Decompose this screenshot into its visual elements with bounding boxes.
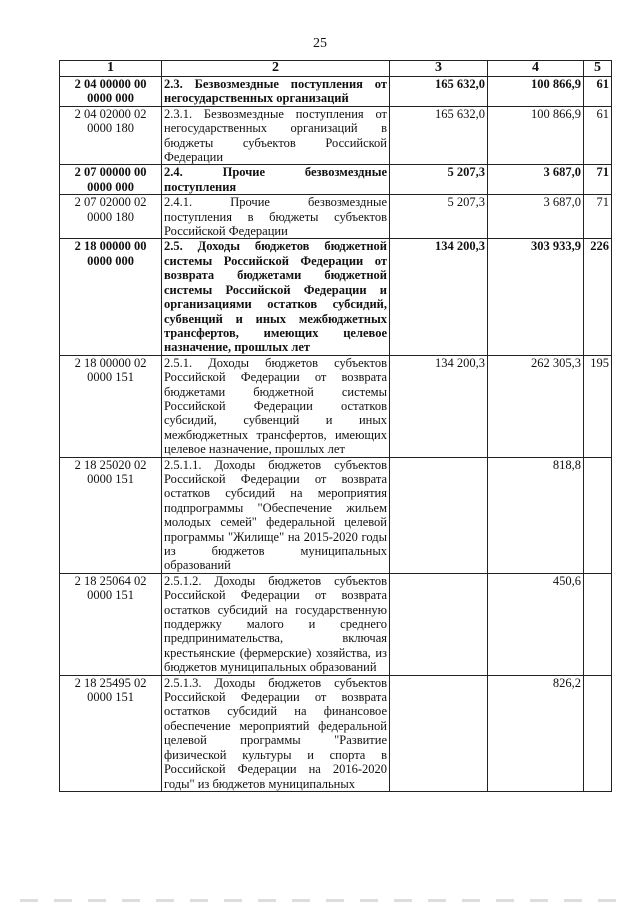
name-cell: 2.5.1. Доходы бюджетов субъектов Российской Федерации от возврата бюджетами бюджетной системы Российской Федерации остатков субсидий, субвенций и иных межбюджетных трансфертов, имеющих целевое назначение, прошлых лет [162,355,390,457]
value-col4-cell: 262 305,3 [488,355,584,457]
value-col4-cell: 3 687,0 [488,195,584,239]
value-col4-cell: 100 866,9 [488,106,584,165]
column-header: 1 [60,61,162,77]
code-cell: 2 04 00000 00 0000 000 [60,77,162,107]
code-cell: 2 18 00000 02 0000 151 [60,355,162,457]
name-cell: 2.3.1. Безвозмездные поступления от негосударственных организаций в бюджеты субъектов Российской Федерации [162,106,390,165]
code-cell: 2 18 25020 02 0000 151 [60,457,162,573]
table-row [60,355,612,457]
value-col5-cell: 226 [584,239,612,355]
code-cell: 2 18 00000 00 0000 000 [60,239,162,355]
value-col5-cell: 61 [584,77,612,107]
budget-table [59,60,612,792]
value-col3-cell: 134 200,3 [390,355,488,457]
value-col5-cell: 195 [584,355,612,457]
value-col3-cell: 134 200,3 [390,239,488,355]
value-col3-cell: 165 632,0 [390,77,488,107]
value-col3-cell [390,457,488,573]
name-cell: 2.5.1.1. Доходы бюджетов субъектов Российской Федерации от возврата остатков субсидий на мероприятия подпрограммы "Обеспечение жильем молодых семей" федеральной целевой программы "Жилище" на 2015-2020 годы из бюджетов муниципальных образований [162,457,390,573]
name-cell: 2.3. Безвозмездные поступления от негосударственных организаций [162,77,390,107]
value-col4-cell: 450,6 [488,573,584,675]
code-cell: 2 04 02000 02 0000 180 [60,106,162,165]
value-col4-cell: 3 687,0 [488,165,584,195]
value-col5-cell [584,573,612,675]
value-col3-cell [390,675,488,791]
column-header: 2 [162,61,390,77]
value-col4-cell: 818,8 [488,457,584,573]
name-cell: 2.4.1. Прочие безвозмездные поступления в бюджеты субъектов Российской Федерации [162,195,390,239]
table-row [60,77,612,107]
value-col5-cell [584,457,612,573]
code-cell: 2 18 25064 02 0000 151 [60,573,162,675]
table-row [60,106,612,165]
table-row [60,195,612,239]
code-cell: 2 18 25495 02 0000 151 [60,675,162,791]
value-col3-cell [390,573,488,675]
value-col5-cell: 71 [584,165,612,195]
code-cell: 2 07 00000 00 0000 000 [60,165,162,195]
value-col4-cell: 303 933,9 [488,239,584,355]
value-col3-cell: 5 207,3 [390,195,488,239]
name-cell: 2.5. Доходы бюджетов бюджетной системы Российской Федерации от возврата бюджетами бюджетной системы Российской Федерации и организациями остатков субсидий, субвенций и иных межбюджетных трансфертов, имеющих целевое назначение, прошлых лет [162,239,390,355]
table-header-row [60,61,612,77]
table-row [60,239,612,355]
value-col5-cell [584,675,612,791]
code-cell: 2 07 02000 02 0000 180 [60,195,162,239]
page-number: 25 [313,36,327,51]
table-row [60,165,612,195]
scan-footer-mark [20,899,620,902]
value-col4-cell: 826,2 [488,675,584,791]
table-row [60,457,612,573]
name-cell: 2.4. Прочие безвозмездные поступления [162,165,390,195]
name-cell: 2.5.1.3. Доходы бюджетов субъектов Российской Федерации от возврата остатков субсидий на финансовое обеспечение мероприятий федеральной целевой программы "Развитие физической культуры и спорта в Российской Федерации на 2016-2020 годы" из бюджетов муниципальных [162,675,390,791]
value-col4-cell: 100 866,9 [488,77,584,107]
value-col3-cell: 5 207,3 [390,165,488,195]
value-col5-cell: 61 [584,106,612,165]
name-cell: 2.5.1.2. Доходы бюджетов субъектов Российской Федерации от возврата остатков субсидий на государственную поддержку малого и среднего предпринимательства, включая крестьянские (фермерские) хозяйства, из бюджетов муниципальных образований [162,573,390,675]
column-header: 5 [584,61,612,77]
value-col3-cell: 165 632,0 [390,106,488,165]
value-col5-cell: 71 [584,195,612,239]
table-row [60,573,612,675]
table-row [60,675,612,791]
column-header: 3 [390,61,488,77]
column-header: 4 [488,61,584,77]
